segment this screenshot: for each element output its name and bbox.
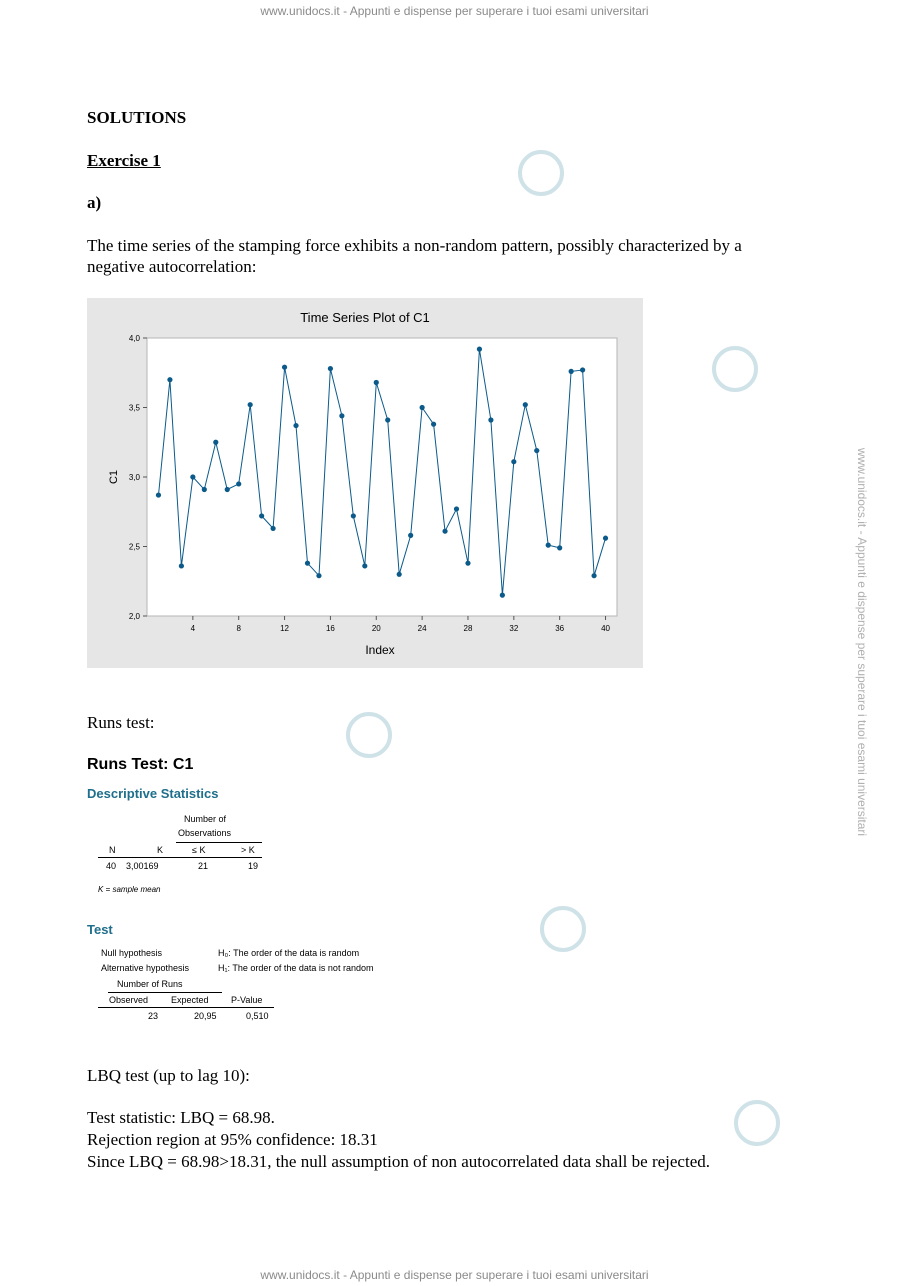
x-tick-label: 36 [555, 624, 565, 633]
data-point [580, 367, 585, 372]
x-tick-label: 8 [236, 624, 241, 633]
x-tick-label: 16 [325, 624, 335, 633]
watermark-logo-icon [346, 712, 392, 758]
intro-line-2: negative autocorrelation: [87, 257, 257, 276]
test-section-title: Test [87, 922, 113, 937]
data-point [282, 365, 287, 370]
data-point [603, 536, 608, 541]
x-tick-label: 32 [509, 624, 519, 633]
watermark-logo-icon [518, 150, 564, 196]
table-note: K = sample mean [98, 885, 161, 894]
x-tick-label: 28 [463, 624, 473, 633]
data-point [523, 402, 528, 407]
watermark-logo-icon [540, 906, 586, 952]
data-point [431, 422, 436, 427]
header-watermark: www.unidocs.it - Appunti e dispense per superare i tuoi esami universitari [260, 4, 649, 18]
data-point [305, 561, 310, 566]
runs-test-label: Runs test: [87, 713, 155, 732]
descriptive-statistics-title: Descriptive Statistics [87, 786, 219, 801]
data-point [591, 573, 596, 578]
data-point [270, 526, 275, 531]
data-point [374, 380, 379, 385]
lbq-test-label: LBQ test (up to lag 10): [87, 1066, 250, 1085]
data-point [351, 513, 356, 518]
time-series-svg [87, 298, 643, 668]
data-point [442, 529, 447, 534]
chart-title: Time Series Plot of C1 [300, 310, 430, 325]
cell-n: 40 [106, 861, 117, 871]
footer-watermark: www.unidocs.it - Appunti e dispense per superare i tuoi esami universitari [260, 1268, 649, 1282]
y-axis-label: C1 [108, 469, 120, 485]
header-underline [98, 857, 262, 858]
time-series-chart [87, 298, 643, 668]
data-point [500, 593, 505, 598]
right-side-watermark: www.unidocs.it - Appunti e dispense per superare i tuoi esami universitari [855, 447, 870, 837]
runs-header-underline [98, 1007, 274, 1008]
watermark-logo-icon [712, 346, 758, 392]
data-point [293, 423, 298, 428]
data-point [546, 543, 551, 548]
y-tick-label: 2,5 [128, 542, 140, 552]
group-header-1: Number of [184, 814, 227, 824]
col-header-le-k: ≤ K [192, 845, 206, 855]
cell-gt-k: 19 [248, 861, 259, 871]
group-header-2: Observations [178, 828, 232, 838]
y-tick-label: 2,0 [128, 612, 140, 621]
data-point [569, 369, 574, 374]
cell-k: 3,00169 [126, 861, 159, 871]
alt-hypothesis-label: Alternative hypothesis [101, 963, 190, 973]
col-header-expected: Expected [171, 995, 209, 1005]
data-point [190, 474, 195, 479]
data-point [156, 492, 161, 497]
null-hypothesis-label: Null hypothesis [101, 948, 163, 958]
data-point [385, 417, 390, 422]
data-point [465, 561, 470, 566]
data-point [477, 347, 482, 352]
col-header-k: K [157, 845, 164, 855]
plot-area [147, 338, 617, 616]
col-header-n: N [109, 845, 116, 855]
data-point [557, 545, 562, 550]
cell-expected: 20,95 [194, 1011, 217, 1021]
alt-hypothesis-text: H₁: The order of the data is not random [218, 963, 374, 973]
x-tick-label: 24 [417, 624, 427, 633]
x-tick-label: 4 [190, 624, 196, 633]
data-point [454, 506, 459, 511]
data-point [213, 440, 218, 445]
col-header-observed: Observed [109, 995, 149, 1005]
x-tick-label: 12 [280, 624, 290, 633]
y-tick-label: 3,0 [128, 473, 140, 482]
y-tick-label: 3,5 [128, 403, 140, 413]
data-point [328, 366, 333, 371]
watermark-logo-icon [734, 1100, 780, 1146]
runs-test-title: Runs Test: C1 [87, 756, 194, 773]
data-point [202, 487, 207, 492]
group-underline [176, 842, 262, 843]
exercise-title: Exercise 1 [87, 151, 161, 170]
data-point [225, 487, 230, 492]
data-point [362, 563, 367, 568]
lbq-conclusion: Since LBQ = 68.98>18.31, the null assumption of non autocorrelated data shall be rejected. [87, 1152, 710, 1171]
lbq-statistic: Test statistic: LBQ = 68.98. [87, 1108, 275, 1127]
x-tick-label: 40 [601, 624, 610, 633]
data-point [511, 459, 516, 464]
col-header-gt-k: > K [241, 845, 255, 855]
data-point [397, 572, 402, 577]
lbq-rejection-region: Rejection region at 95% confidence: 18.31 [87, 1130, 378, 1149]
cell-observed: 23 [148, 1011, 159, 1021]
data-point [167, 377, 172, 382]
data-point [420, 405, 425, 410]
null-hypothesis-text: H₀: The order of the data is random [218, 948, 360, 958]
data-point [488, 417, 493, 422]
x-tick-label: 20 [371, 624, 381, 633]
cell-le-k: 21 [198, 861, 209, 871]
data-point [259, 513, 264, 518]
intro-paragraph [87, 235, 807, 277]
data-point [316, 573, 321, 578]
intro-line-1: The time series of the stamping force exhibits a non-random pattern, possibly characterized by a [87, 236, 742, 255]
data-point [534, 448, 539, 453]
page-heading: SOLUTIONS [87, 108, 187, 127]
runs-group-header: Number of Runs [117, 979, 183, 989]
data-point [339, 413, 344, 418]
data-point [408, 533, 413, 538]
cell-p-value: 0,510 [246, 1011, 269, 1021]
data-point [248, 402, 253, 407]
col-header-p-value: P-Value [231, 995, 263, 1005]
data-point [179, 563, 184, 568]
x-axis-label: Index [365, 643, 395, 657]
part-label: a) [87, 193, 102, 212]
y-tick-label: 4,0 [128, 334, 140, 343]
data-point [236, 481, 241, 486]
runs-group-underline [108, 992, 222, 993]
